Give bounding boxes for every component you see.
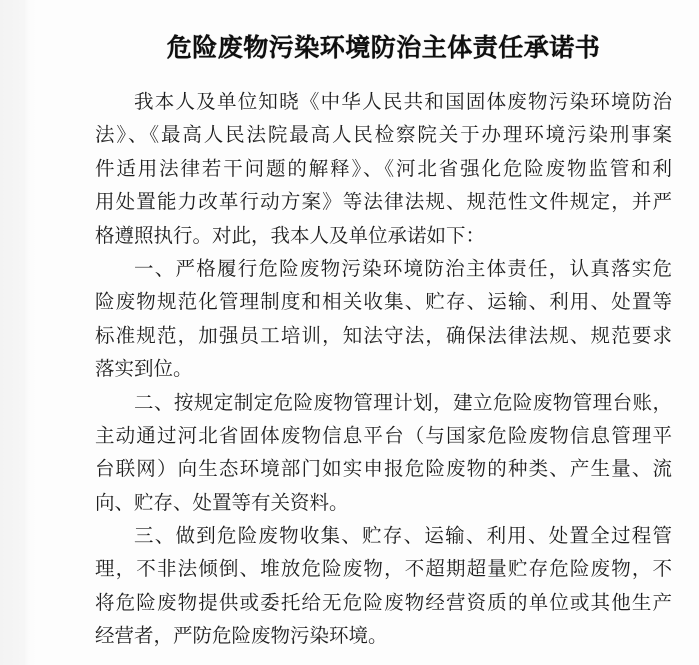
document-title: 危险废物污染环境防治主体责任承诺书 [166,33,601,62]
text-line: 用处置能力改革行动方案》等法律法规、规范性文件规定，并严 [95,192,672,214]
text-line: 台联网）向生态环境部门如实申报危险废物的种类、产生量、流 [95,459,672,481]
text-line: 向、贮存、处置等有关资料。 [95,492,349,514]
paragraph [95,387,672,521]
text-line: 我本人及单位知晓《中华人民共和国固体废物污染环境防治 [134,92,672,113]
document-body [95,86,672,654]
text-line: 二、按规定制定危险废物管理计划，建立危险废物管理台账， [134,392,672,414]
text-line: 落实到位。 [95,359,193,381]
text-line: 险废物规范化管理制度和相关收集、贮存、运输、利用、处置等 [95,292,672,314]
text-line: 格遵照执行。对此，我本人及单位承诺如下： [95,225,486,247]
text-line: 理，不非法倾倒、堆放危险废物，不超期超量贮存危险废物，不 [95,559,672,581]
paragraph [95,253,672,387]
text-line: 件适用法律若干问题的解释》、《河北省强化危险废物监管和利 [95,158,672,180]
text-line: 将危险废物提供或委托给无危险废物经营资质的单位或其他生产 [95,592,672,614]
text-line: 经营者，严防危险废物污染环境。 [95,626,388,648]
text-line: 主动通过河北省固体废物信息平台（与国家危险废物信息管理平 [95,425,672,447]
text-line: 法》、《最高人民法院最高人民检察院关于办理环境污染刑事案 [95,125,672,147]
text-line: 一、严格履行危险废物污染环境防治主体责任，认真落实危 [134,258,672,280]
paragraph [95,86,672,253]
text-line: 标准规范，加强员工培训，知法守法，确保法律法规、规范要求 [95,325,672,347]
paragraph [95,520,672,654]
text-line: 三、做到危险废物收集、贮存、运输、利用、处置全过程管 [134,526,672,548]
